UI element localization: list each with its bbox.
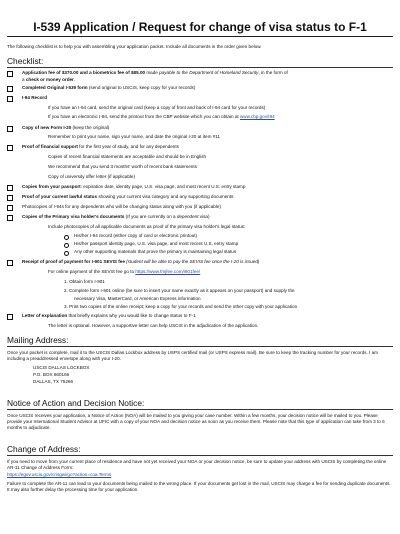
bullet-marker <box>64 251 69 256</box>
sevis-step-2: 2. Complete form I-901 online (be sure to insert your name exactly as it appears on your passport) and supply the <box>64 288 295 293</box>
financial-note-2: We recommend that you send 3 months' worth of recent bank statements <box>48 164 197 169</box>
ar11-link[interactable]: https://egov.uscis.gov/crisgwi/go?action=coa.Terms <box>7 472 112 477</box>
fee-payee: payable to the Department of Homeland Security <box>159 70 259 75</box>
checkbox-fee[interactable] <box>7 71 13 77</box>
sevis-payment-text: For online payment of the SEVIS fee go to <box>48 269 136 274</box>
primary-bullet-3: Any other supporting materials that prove the primary is maintaining legal status <box>74 249 237 254</box>
item-i94: I-94 Record <box>22 95 48 100</box>
checkbox-financial[interactable] <box>7 145 13 151</box>
notice-paragraph: Once USCIS receives your application, a Notice of Action (NOA) will be mailed to you giving your case number. Within a few months, your decision notice will be mailed to you. Please provide your International Student Advisor at UFIC with a copy of your NOA and decision notice as soon as you receive them. Please note that this type of application can take from 3 to 6 months to adjudicate. <box>7 413 385 430</box>
mailing-rule <box>7 346 393 347</box>
sevis-fee-link[interactable]: https://www.fmjfee.com/i901fee/ <box>135 269 201 274</box>
lawful-text: showing your current visa category and any supporting documents <box>97 194 234 199</box>
intro-text: The following checklist is to help you with assembling your application packet. Include all documents in the order given below. <box>7 44 262 49</box>
checkbox-sevis[interactable] <box>7 260 13 266</box>
item-dependent-i94: Photocopies of I-94s for any dependents who will be changing status along with you (if applicable) <box>22 204 221 209</box>
item-letter <box>22 313 196 319</box>
cbp-link[interactable]: www.cbp.gov/I94 <box>239 114 275 119</box>
i20-emphasis: Copy of new Form I-20 <box>22 125 72 130</box>
sevis-step-1: 1. Obtain form I-901 <box>64 279 105 284</box>
primary-dependent: dependent <box>176 214 199 219</box>
fee-payment-form: check or money order <box>25 77 74 82</box>
item-i20 <box>22 125 109 131</box>
lawful-emphasis: Proof of your current lawful status <box>22 194 98 199</box>
page-title: I-539 Application / Request for change of visa status to F-1 <box>33 20 367 34</box>
item-sevis <box>22 259 259 265</box>
financial-note-3: Copy of university offer letter (if applicable) <box>48 174 135 179</box>
sevis-payment-note <box>48 269 200 275</box>
change-rule <box>7 455 393 456</box>
checklist-heading: Checklist: <box>7 56 44 66</box>
i20-note: Remember to print your name, sign your name, and date the original I-20 at item #11 <box>48 134 221 139</box>
change-paragraph-2: Failure to complete the AR-11 can lead to your documents being mailed to the wrong place. If your documents get lost in the mail, USCIS may charge a fee for sending duplicate documents. It may also further delay the processing time for your application. <box>7 481 391 492</box>
mailing-heading: Mailing Address: <box>7 335 69 345</box>
item-fee-line2 <box>22 77 75 83</box>
fee-line2-text: a <box>22 77 26 82</box>
item-primary-docs <box>22 214 209 220</box>
item-financial <box>22 144 179 150</box>
notice-rule <box>7 409 393 410</box>
checklist-rule <box>7 67 393 68</box>
bullet-marker <box>64 235 69 240</box>
mailing-address-line-3: DALLAS, TX 75266 <box>33 379 74 384</box>
checkbox-lawful-status[interactable] <box>7 195 13 201</box>
checkbox-i94[interactable] <box>7 96 13 102</box>
i94-electronic-note <box>48 114 275 120</box>
form-text: (send original to USCIS, keep copy for your records) <box>87 85 196 90</box>
i94-card-note: If you have an I-94 card, send the original card (keep a copy of front and back of I-94 card for your records) <box>48 105 266 110</box>
fee-text-2: , in the form of <box>258 70 288 75</box>
primary-bullet-1: His/her I-94 record (either copy of card or electronic printout) <box>74 233 198 238</box>
change-paragraph-1: If you need to move from your current place of residence and have not yet received your NOA or your decision notice, be sure to update your address with USCIS by completing the online AR-11 Change of Address Form: <box>7 459 387 470</box>
fee-line2-end: . <box>73 77 76 82</box>
mailing-address-line-1: USCIS DALLAS LOCKBOX <box>33 365 90 370</box>
i94-electronic-text: If you have an electronic I-94, send the printout from the CBP website which you can obtain at <box>48 114 240 119</box>
item-fee <box>22 70 288 76</box>
i20-text: (keep the original) <box>71 125 110 130</box>
primary-note: Include photocopies of all applicable documents as proof of the primary visa holder's legal status: <box>48 224 246 229</box>
financial-note-1: Copies of recent financial statements are acceptable and should be in English <box>48 154 207 159</box>
sevis-note: (student will be able to pay the SEVIS fee once the I-20 is issued) <box>124 259 260 264</box>
financial-text: for the first year of study, and for any dependents <box>77 144 179 149</box>
checkbox-i20[interactable] <box>7 126 13 132</box>
passport-text: : expiration date, identity page, U.S. visa page, and most recent U.S. entry stamp <box>80 184 246 189</box>
fee-emphasis: Application fee of $370.00 and a biometrics fee of $85.00 <box>22 70 146 75</box>
item-form <box>22 85 195 91</box>
passport-emphasis: Copies from your passport <box>22 184 81 189</box>
primary-text: (If you are currently on a <box>124 214 177 219</box>
change-heading: Change of Address: <box>7 444 81 454</box>
checkbox-dependent-i94[interactable] <box>7 205 13 211</box>
primary-bullet-2: His/her passport identity page, U.S. visa page, and most recent U.S. entry stamp <box>74 241 239 246</box>
sevis-emphasis: Receipt of proof of payment for I-901 SEVIS fee <box>22 259 125 264</box>
bullet-marker <box>64 243 69 248</box>
letter-text: that briefly explains why you would like to change status to F-1 <box>67 313 196 318</box>
letter-note: The letter is optional. However, a supportive letter can help USCIS in the adjudication of the application. <box>48 323 259 328</box>
sevis-step-3: 3. Print two copies of the online receipt; keep a copy for your records and send the other copy with your application <box>64 304 298 309</box>
primary-text-end: visa) <box>198 214 210 219</box>
mailing-paragraph: Once your packet is complete, mail it to the USCIS Dallas Lockbox address by USPS certified mail (or USPS express mail). Be sure to keep the tracking number for your records. I am including a preaddressed envelope along with your I-20. <box>7 350 378 361</box>
checkbox-form[interactable] <box>7 86 13 92</box>
financial-emphasis: Proof of financial support <box>22 144 78 149</box>
checkbox-passport[interactable] <box>7 185 13 191</box>
fee-text: made <box>145 70 160 75</box>
title-rule <box>7 36 393 37</box>
item-lawful-status <box>22 194 233 200</box>
checkbox-primary-docs[interactable] <box>7 215 13 221</box>
letter-emphasis: Letter of explanation <box>22 313 68 318</box>
sevis-step-2-cont: necessary Visa, MasterCard, or American Express information <box>74 296 201 301</box>
item-passport <box>22 184 245 190</box>
mailing-address-line-2: P.O. BOX 660166 <box>33 372 70 377</box>
notice-heading: Notice of Action and Decision Notice: <box>7 398 145 408</box>
form-emphasis: Completed Original I-539 form <box>22 85 88 90</box>
checkbox-letter[interactable] <box>7 314 13 320</box>
primary-emphasis: Copies of the Primary visa holder's documents <box>22 214 125 219</box>
